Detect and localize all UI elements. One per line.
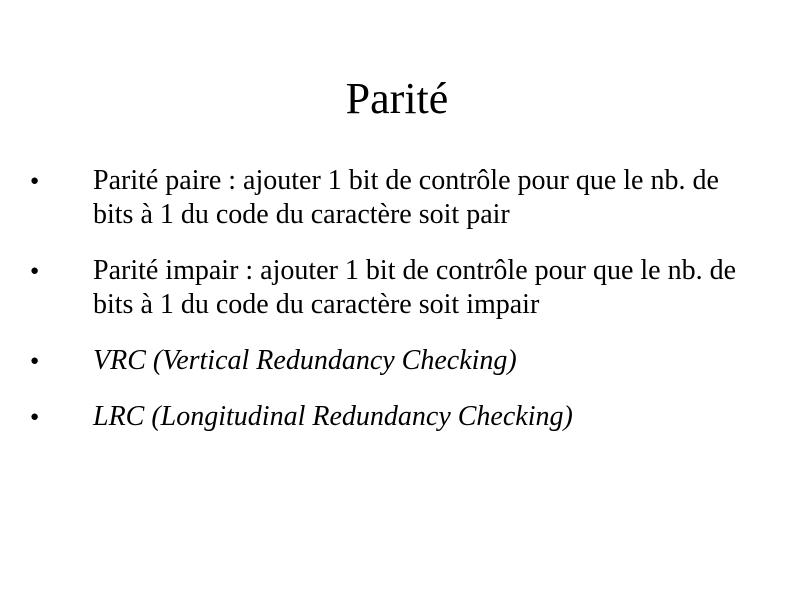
- bullet-dot-icon: ●: [30, 409, 40, 425]
- slide-title: Parité: [345, 74, 449, 123]
- bullet-text: Parité impair : ajouter 1 bit de contrôle pour que le nb. de bits à 1 du code du caractère soit impair: [93, 255, 737, 320]
- bullet-item-parite-paire: [30, 164, 760, 232]
- bullet-list: [30, 164, 760, 434]
- bullet-item-vrc: [30, 344, 760, 378]
- bullet-item-parite-impair: [30, 254, 760, 322]
- bullet-dot-icon: ●: [30, 353, 40, 369]
- bullet-item-lrc: [30, 400, 760, 434]
- bullet-text: VRC (Vertical Redundancy Checking): [93, 345, 517, 376]
- bullet-dot-icon: ●: [30, 173, 40, 189]
- bullet-text: LRC (Longitudinal Redundancy Checking): [93, 401, 573, 432]
- bullet-dot-icon: ●: [30, 263, 40, 279]
- bullet-text: Parité paire : ajouter 1 bit de contrôle pour que le nb. de bits à 1 du code du caractère soit pair: [93, 165, 719, 230]
